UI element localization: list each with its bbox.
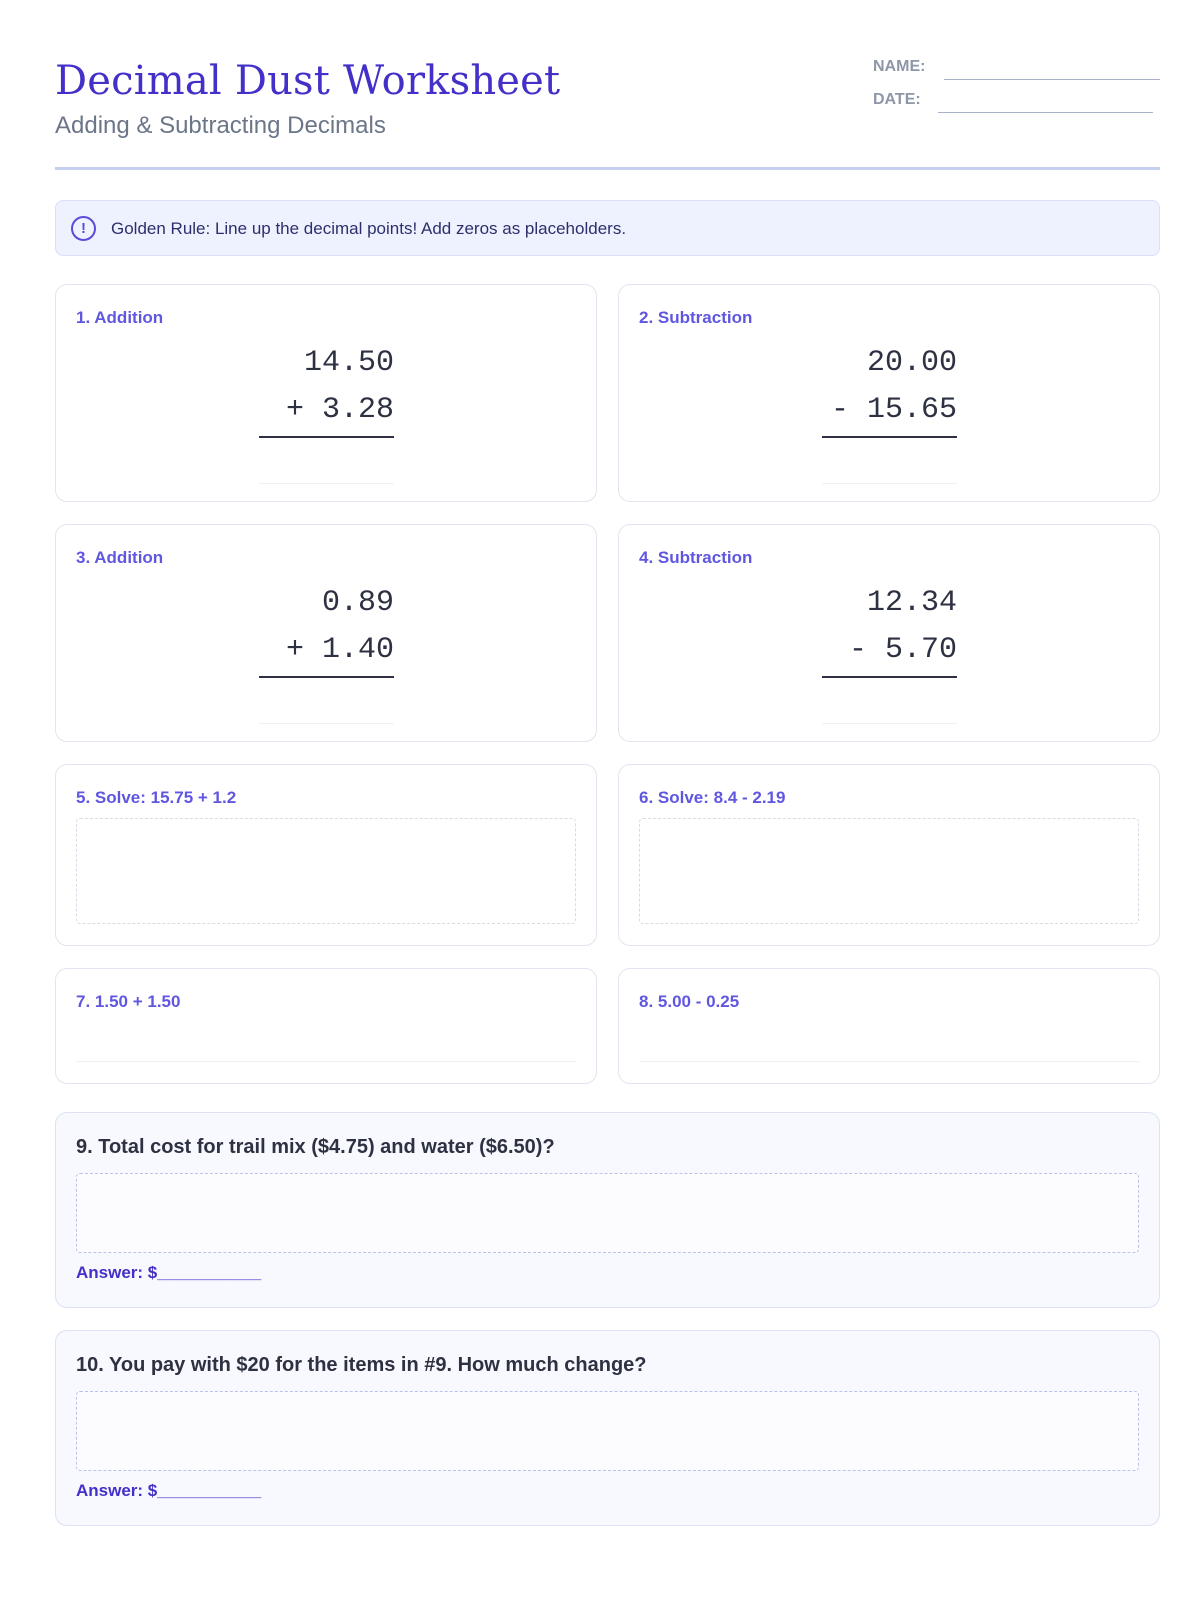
problem-label: 5. Solve: 15.75 + 1.2 [76,788,237,807]
problem-card-1 [55,284,597,502]
top-operand: 12.34 [866,586,957,620]
vertical-problem [259,340,394,484]
top-operand: 14.50 [303,346,394,380]
top-operand: 20.00 [866,346,957,380]
answer-line[interactable] [259,483,394,484]
name-field[interactable] [944,79,1160,80]
work-area[interactable] [639,818,1139,924]
exclamation-circle-icon: ! [71,216,96,241]
difference-rule [822,436,957,438]
worksheet-page [55,0,1160,1600]
problem-card-8 [618,968,1160,1084]
problem-label: 4. Subtraction [639,548,753,567]
bottom-operand: - 5.70 [848,633,957,667]
problem-label: 3. Addition [76,548,164,567]
problem-label: 6. Solve: 8.4 - 2.19 [639,788,786,807]
bottom-operand: + 3.28 [285,393,394,427]
problem-card-5 [55,764,597,946]
vertical-problem [822,580,957,724]
vertical-problem [259,580,394,724]
date-label: DATE: [873,91,921,108]
bottom-operand: - 15.65 [830,393,957,427]
problem-label: 8. 5.00 - 0.25 [639,992,740,1011]
date-field[interactable] [938,112,1153,113]
sum-rule [259,676,394,678]
word-problem-10 [55,1330,1160,1526]
answer-label: Answer: $___________ [76,1481,262,1500]
difference-rule [822,676,957,678]
answer-line[interactable] [76,1061,576,1062]
word-problem-question: 9. Total cost for trail mix ($4.75) and water ($6.50)? [76,1136,555,1158]
problem-card-3 [55,524,597,742]
work-area[interactable] [76,818,576,924]
golden-rule-text: Golden Rule: Line up the decimal points! Add zeros as placeholders. [111,219,627,238]
word-problem-9 [55,1112,1160,1308]
problem-label: 2. Subtraction [639,308,753,327]
answer-label: Answer: $___________ [76,1263,262,1282]
problem-card-7 [55,968,597,1084]
sum-rule [259,436,394,438]
word-problem-question: 10. You pay with $20 for the items in #9. How much change? [76,1354,647,1376]
name-label: NAME: [873,58,926,75]
answer-line[interactable] [822,483,957,484]
work-area[interactable] [76,1173,1139,1253]
bottom-operand: + 1.40 [285,633,394,667]
problem-card-2 [618,284,1160,502]
answer-line[interactable] [822,723,957,724]
problem-card-6 [618,764,1160,946]
page-subtitle: Adding & Subtracting Decimals [55,112,386,139]
problem-card-4 [618,524,1160,742]
top-operand: 0.89 [321,586,394,620]
vertical-problem [822,340,957,484]
page-title: Decimal Dust Worksheet [55,58,561,104]
golden-rule-banner [55,200,1160,256]
answer-line[interactable] [259,723,394,724]
problem-label: 7. 1.50 + 1.50 [76,992,181,1011]
problem-label: 1. Addition [76,308,164,327]
answer-line[interactable] [639,1061,1139,1062]
worksheet-header [55,58,1160,170]
work-area[interactable] [76,1391,1139,1471]
